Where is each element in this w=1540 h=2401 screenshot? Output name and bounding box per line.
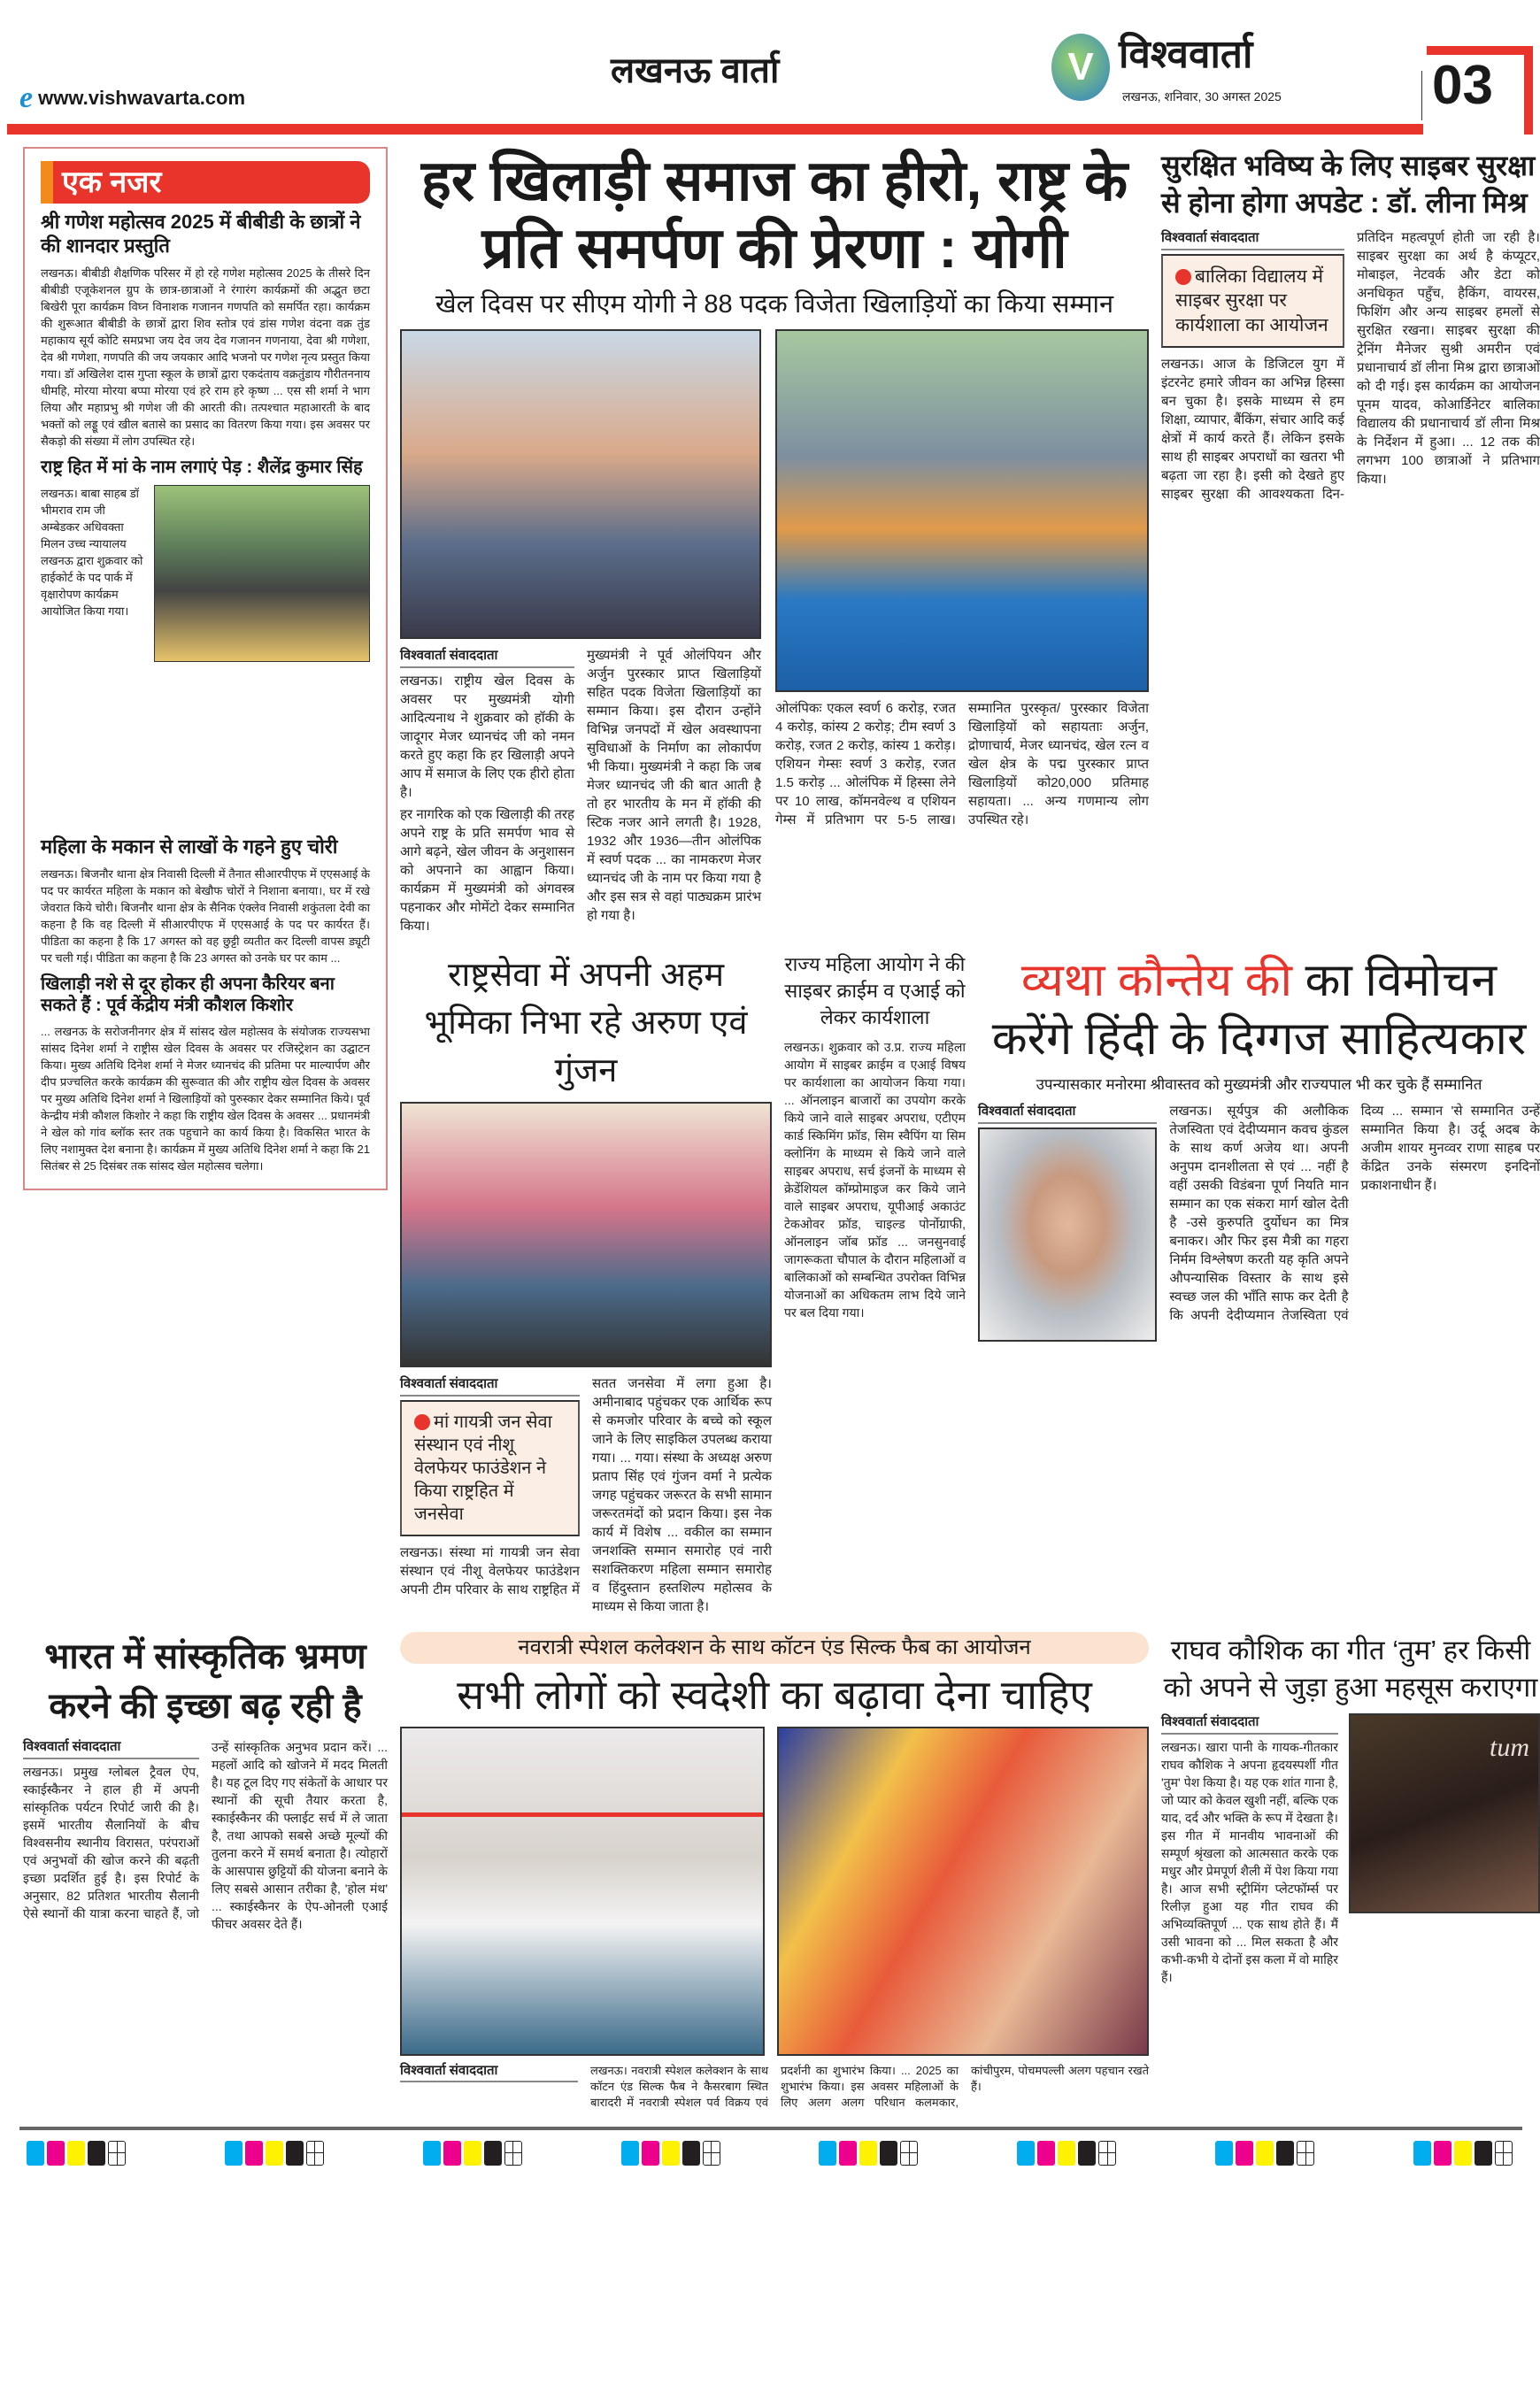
mahila-aayog-headline: राज्य महिला आयोग ने की साइबर क्राईम व एआई को लेकर कार्यशाला — [784, 952, 966, 1028]
color-swatch — [67, 2141, 85, 2166]
middle-row — [400, 951, 1540, 1616]
print-color-bar — [19, 2141, 1522, 2170]
cyber-body: लखनऊ। आज के डिजिटल युग में इंटरनेट हमारे जीवन का अभिन्न हिस्सा बन चुका है। इसके माध्यम से हम शिक्षा, व्यापार, बैंकिंग, संचार आदि कई क्षेत्रों में कार्य करते हैं। लेकिन इसके साथ ही साइबर अपराधों का खतरा भी बढ़ता जा रहा है। इसी को देखते हुए साइबर सुरक्षा की आवश्यकता दिन-प्रतिदिन महत्वपूर्ण होती जा रही है। साइबर सुरक्षा का अर्थ है कंप्यूटर, मोबाइल, नेटवर्क और डेटा को अनधिकृत पहुँच, हैकिंग, वायरस, फिशिंग और अन्य साइबर हमलों से सुरक्षित रखना। साइबर सुरक्षा की ट्रेनिंग मैनेजर सुश्री अमरीन एवं प्रधानाचार्य डॉ लीना मिश्र द्वारा छात्राओं को दी गई। इस कार्यक्रम का आयोजन पूनम यादव, कोआर्डिनेटर बालिका विद्यालय की प्रधानाचार्य डॉ लीना मिश्र के निर्देशन में हुआ। ... 12 तक की लगभग 100 छात्राओं ने प्रतिभाग किया। — [1161, 230, 1540, 502]
tourism-body: विश्ववार्ता संवाददाता लखनऊ। प्रमुख ग्लोबल ट्रैवल ऐप, स्काईस्कैनर ने हाल ही में अपनी सांस्कृतिक पर्यटन रिपोर्ट जारी की है। इसमें भारतीय सैलानियों के बीच विश्वसनीय स्थानीय विरासत, परंपराओं एवं अनुभवों की खोज करने की बढ़ती इच्छा प्रदर्शित हुई है। इस रिपोर्ट के अनुसार, 82 प्रतिशत भारतीय सैलानी ऐसे स्थानों की यात्रा करना चाहते हैं, जो उन्हें सांस्कृतिक अनुभव प्रदान करें। ... महलों आदि को खोजने में मदद मिलती है। यह टूल दिए गए संकेतों के आधार पर स्थानों की सूची तैयार करता है, स्काईस्कैनर की फ्लाईट सर्च में ले जाता है, तथा आपको सबसे अच्छे मूल्यों की तुलना करने में समर्थ बनाता है। त्योहारों के आसपास छुट्टियों की योजना बनाने के लिए सबसे आसान तरीका है, 'होल मंथ' ... स्काईस्कैनर के ऐप-ओनली एआई फीचर अवसर देते हैं। — [23, 1738, 388, 1931]
color-swatch — [1017, 2141, 1035, 2166]
color-swatch — [1454, 2141, 1472, 2166]
byline: विश्ववार्ता संवाददाता — [978, 1102, 1157, 1124]
lead-photo-ceremony — [400, 329, 761, 639]
lead-subheadline: खेल दिवस पर सीएम योगी ने 88 पदक विजेता खिलाड़ियों का किया सम्मान — [435, 290, 1114, 319]
brand-logo: V — [1051, 34, 1110, 101]
raghav-columns — [1161, 1713, 1540, 1986]
lead-body-right — [775, 699, 1149, 831]
color-swatch — [839, 2141, 857, 2166]
color-swatch — [1215, 2141, 1233, 2166]
navratri-story — [400, 1632, 1149, 2111]
navratri-photos — [400, 1727, 1149, 2056]
vyatha-story — [978, 951, 1540, 1616]
byline: विश्ववार्ता संवाददाता — [1161, 228, 1344, 250]
color-swatch — [662, 2141, 680, 2166]
tourism-headline: भारत में सांस्कृतिक भ्रमण करने की इच्छा बढ़ रही है — [44, 1636, 366, 1726]
color-swatch — [1058, 2141, 1075, 2166]
vyatha-body: विश्ववार्ता संवाददाता लखनऊ। सूर्यपुत्र की अलौकिक तेजस्विता एवं देदीप्यमान कवच कुंडल के साथ कर्ण अजेय था। अपनी अनुपम दानशीलता से एवं ... नहीं है वहीं उसकी विडंबना पूर्ण नियति मान सम्मान का एक संकरा मार्ग खोल देती है -उसे कुरुपति दुर्योधन का मित्र बनाकर। और फिर इस मैत्री का गहरा निर्मम विश्लेषण करती यह कृति अपने औपन्यासिक विस्तार के साथ इसे स्वच्छ जल की भाँति साफ कर देती है कि अपनी देदीप्यमान तेजस्विता एवं दिव्य ... सम्मान 'से सम्मानित उन्हें सम्मानित किया है। उर्दू अदब के अजीम शायर मुनव्वर राणा साहब पर केंद्रित उनके संस्मरण इनदिनों प्रकाशनाधीन हैं। — [978, 1102, 1540, 1342]
section-title: लखनऊ वार्ता — [611, 51, 780, 90]
navratri-headline: सभी लोगों को स्वदेशी का बढ़ावा देना चाहिए — [457, 1671, 1092, 1718]
color-swatch — [1475, 2141, 1492, 2166]
color-swatch — [682, 2141, 700, 2166]
story-title: महिला के मकान से लाखों के गहने हुए चोरी — [41, 835, 338, 858]
footer-rule — [19, 2127, 1522, 2130]
color-registration-group — [225, 2141, 327, 2170]
tourism-story — [23, 1632, 388, 2111]
color-registration-group — [1413, 2141, 1515, 2170]
color-swatch — [859, 2141, 877, 2166]
jansewa-story — [400, 951, 772, 1616]
story-body: लखनऊ। बिजनौर थाना क्षेत्र निवासी दिल्ली में तैनात सीआरपीएफ में एएसआई के पद पर कार्यरत महिला के मकान को बेखौफ चोरों ने निशाना बनाया।, घर में रखे जेवरात किये चोरी। बिजनौर थाना क्षेत्र के सैनिक एंक्लेव निवासी शकुंतला देवी का कहना है कि वह दिल्ली में सीआरपीएफ में एएसआई के पद पर कार्यरत हैं। पीडिता का कहना है कि 17 अगस्त को वह छुट्टी व्यतीत कर दिल्ली वापस ड्यूटी पर चली गई। पीडिता का कहना है कि 23 अगस्त को उनके घर पर काम ... — [41, 867, 370, 966]
lead-columns — [400, 329, 1149, 935]
story-title: खिलाड़ी नशे से दूर होकर ही अपना कैरियर बना सकते हैं : पूर्व केंद्रीय मंत्री कौशल किशोर — [41, 974, 335, 1016]
color-registration-group — [621, 2141, 723, 2170]
byline: विश्ववार्ता संवाददाता — [23, 1738, 199, 1759]
vyatha-headline — [978, 951, 1540, 1068]
color-registration-group — [819, 2141, 920, 2170]
lead-right — [775, 329, 1149, 935]
byline: विश्ववार्ता संवाददाता — [400, 1374, 580, 1397]
brand-name: विश्ववार्ता — [1119, 33, 1253, 76]
color-swatch — [1434, 2141, 1451, 2166]
cyber-callout: बालिका विद्यालय में साइबर सुरक्षा पर कार्यशाला का आयोजन — [1161, 254, 1344, 348]
vyatha-headline-rest: का विमोचन करेंगे हिंदी के दिग्गज साहित्यकार — [991, 954, 1527, 1065]
registration-mark-icon — [1297, 2141, 1314, 2166]
story-title: राष्ट्र हित में मां के नाम लगाएं पेड़ : शैलेंद्र कुमार सिंह — [41, 457, 363, 477]
mahila-aayog-body: लखनऊ। शुक्रवार को उ.प्र. राज्य महिला आयोग में साइबर क्राईम व एआई विषय पर कार्यशाला का आयोजन किया गया। ... ऑनलाइन बाजारों का उपयोग करके किये जाने वाले साइबर अपराध, एटीएम कार्ड स्किमिंग फ्रॉड, सिम स्वैपिंग या सिम क्लोनिंग के माध्यम से किये जाने वाले साइबर अपराध, सर्च इंजनों के माध्यम से क्रेडेंशियल कॉम्प्रोमाइज कर किये जाने वाले साइबर अपराध, यूपीआई अकाउंट टेकओवर फ्रॉड, चाइल्ड पोर्नोग्राफी, ऑनलाइन जॉब फ्रॉड ... जनसुनवाई जागरूकता चौपाल के दौरान महिलाओं व बालिकाओं को सम्बन्धित उपरोक्त विभिन्न योजनाओं का अधिकतम लाभ दिये जाने पर बल दिया गया। — [784, 1039, 966, 1320]
color-swatch — [1078, 2141, 1096, 2166]
ek-nazar-label: एक नजर — [41, 161, 370, 204]
cyber-body-wrap — [1161, 228, 1540, 504]
color-swatch — [464, 2141, 481, 2166]
color-registration-group — [27, 2141, 128, 2170]
color-registration-group — [423, 2141, 525, 2170]
page-number: 03 — [1432, 55, 1493, 116]
story-body: लखनऊ। बीबीडी शैक्षणिक परिसर में हो रहे गणेश महोत्सव 2025 के तीसरे दिन बीबीडी एजूकेशनल ग्रुप के छात्र-छात्राओं ने रंगारंग कार्यक्रमों की अद्भुत छटा बिखेरी पूरा कार्यक्रम विघ्न विनाशक गजानन गणपति को समर्पित रहा। कार्यक्रम की शुरूआत बीबीडी के छात्रों द्वारा शिव स्तोत्र एवं डांस गणेश वंदना वक्र तुंड महाकाय सूर्य कोटि समप्रभा जय देव जय देव गजानन गणनाया, देवा श्री गणेशा, देव श्री गणेशा, गणपति की जय जयकार आदि भजनो पर गणेश नृत्य प्रस्तुत किया गया। डॉ अखिलेश दास गुप्ता स्कूल के छात्रों द्वारा एकदंताय वक्रतुंडाय गौरीतननाय धीमहि, मोरया मोरया बप्पा मोरया एवं हरे राम हरे कृष्ण ... एस सी शर्मा ने भाग लिया और महाप्रभु श्री गणेश जी की आरती की। तत्पश्चात महाआरती के बाद भक्तों को लड्डू एवं खील बतासे का प्रसाद का वितरण किया गया। इस अवसर पर सैकड़ो की संख्या में लोग उपस्थित रहे। — [41, 265, 370, 448]
color-swatch — [1256, 2141, 1274, 2166]
mahila-aayog-story — [784, 951, 966, 1616]
masthead — [0, 0, 1540, 142]
raghav-body: विश्ववार्ता संवाददाता लखनऊ। खारा पानी के गायक-गीतकार राघव कौशिक ने अपना हृदयस्पर्शी गीत 'तुम' पेश किया है। यह एक शांत गाना है, जो प्यार को केवल खुशी नहीं, बल्कि एक याद, दर्द और भक्ति के रूप में देखता है। इस गीत में मानवीय भावनाओं की सम्पूर्ण श्रृंखला को आत्मसात करके एक मधुर और प्रेमपूर्ण शैली में पेश किया गया है। आज सभी स्ट्रीमिंग प्लेटफॉर्म्स पर रिलीज़ हुआ यह गीत राघव की अभिव्यक्तिपूर्ण ... एक साथ होते हैं। मैं उसी भावना को ... मिल सकता है और कभी-कभी ये दोनों इस कला में वो माहिर हैं। — [1161, 1713, 1338, 1984]
registration-mark-icon — [1495, 2141, 1513, 2166]
color-swatch — [47, 2141, 65, 2166]
page-grid — [0, 142, 1540, 2111]
registration-mark-icon — [504, 2141, 522, 2166]
byline: विश्ववार्ता संवाददाता — [1161, 1713, 1338, 1735]
color-swatch — [880, 2141, 897, 2166]
jansewa-body: विश्ववार्ता संवाददाता मां गायत्री जन सेवा संस्थान एवं नीशू वेलफेयर फाउंडेशन ने किया राष्ट्रहित में जनसेवा लखनऊ। संस्था मां गायत्री जन सेवा संस्थान एवं नीशू वेलफेयर फाउंडेशन अपनी टीम परिवार के साथ राष्ट्रहित में सतत जनसेवा में लगा हुआ है। अमीनाबाद पहुंचकर एक आर्थिक रूप से कमजोर परिवार के बच्चे को स्कूल जाने के लिए साइकिल उपलब्ध कराया गया। ... गया। संस्था के अध्यक्ष अरुण प्रताप सिंह एवं गुंजन वर्मा ने प्रत्येक जगह पहुंचकर जरूरत के सभी सामान जरूरतमंदों को प्रदान किया। इस नेक कार्य में विशेष ... वकील का सम्मान जनशक्ति सम्मान समारोह एवं नारी सशक्तिकरण महिला सम्मान समारोह व हिंदुस्तान हस्तशिल्प महोत्सव के माध्यम से किया जाता है। — [400, 1375, 772, 1614]
color-swatch — [88, 2141, 105, 2166]
story-body: लखनऊ। बाबा साहब डॉ भीमराव राम जी अम्बेडकर अधिवक्ता मिलन उच्च न्यायालय लखनऊ द्वारा शुक्रवार को हाईकोर्ट के पद पार्क में वृक्षारोपण कार्यक्रम आयोजित किया गया। — [41, 486, 143, 618]
registration-mark-icon — [306, 2141, 324, 2166]
color-swatch — [1276, 2141, 1294, 2166]
color-swatch — [1236, 2141, 1253, 2166]
color-swatch — [819, 2141, 836, 2166]
vyatha-headline-accent: व्यथा कौन्तेय की — [1020, 954, 1293, 1006]
navratri-body: विश्ववार्ता संवाददाता लखनऊ। नवरात्री स्पेशल कलेक्शन के साथ कॉटन एंड सिल्क फैब ने कैसरबाग स्थित बारादरी में नवरात्री स्पेशल पर्व विक्रय एवं प्रदर्शनी का शुभारंभ किया। ... 2025 का शुभारंभ किया। इस अवसर महिलाओं के लिए अलग अलग परिधान कलमकार, कांचीपुरम, पोचमपल्ली अलग पहचान रखते हैं। — [400, 2062, 1149, 2109]
spacer — [41, 669, 370, 828]
story-body: ... लखनऊ के सरोजनीनगर क्षेत्र में सांसद खेल महोत्सव के संयोजक राज्यसभा सांसद दिनेश शर्मा ने राष्ट्रीस खेल दिवस के अवसर पर रजिस्ट्रेशन का उद्घाटन किया। मुख्य अतिथि दिनेश शर्मा ने मेजर ध्यानचंद की प्रतिमा पर माल्यार्पण और दीप प्रज्चलित करके कार्यक्रम की सुरूवात की और राष्ट्रीय खेल दिवस के अवसर पर मुख्य अतिथि दिनेश शर्मा ने खिलाड़ियों को पुरुस्कार देकर सम्मानित किये। पूर्व केन्द्रीय मंत्री कौशल किशोर ने कहा कि राष्ट्रीय खेल दिवस के अवसर ... प्रधानमंत्री ने खेल को गांव ब्लॉक स्तर तक पहुचाने का कार्य किया है। विकसित भारत के लिए नशामुक्त देश बनाना है। कार्यक्रम में मुख्य अतिथि दिनेश शर्मा ने कहा कि 21 सितंबर से 25 दिसंबर तक सांसद खेल महोत्सव चलेगा। — [41, 1025, 370, 1174]
navratri-banner: नवरात्री स्पेशल कलेक्शन के साथ कॉटन एंड सिल्क फैब का आयोजन — [400, 1632, 1149, 1664]
color-swatch — [621, 2141, 639, 2166]
footer — [0, 2111, 1540, 2188]
color-swatch — [245, 2141, 263, 2166]
paragraph: ओलंपिकः एकल स्वर्ण 6 करोड़, रजत 4 करोड़, कांस्य 2 करोड़; टीम स्वर्ण 3 करोड़, रजत 2 करोड़, कांस्य 1 करोड़। एशियन गेम्सः स्वर्ण 3 करोड़, रजत 1.5 करोड़ ... ओलंपिक में हिस्सा लेने पर 10 लाख, कॉमनवेल्थ व एशियन गेम्स में प्रतिभाग पर 5-5 लाख। सम्मानित पुरस्कृत/ पुरस्कार विजेता खिलाड़ियों को सहायताः अर्जुन, द्रोणाचार्य, मेजर ध्यानचंद, खेल रत्न व खेल क्षेत्र के पद्म पुरस्कार प्राप्त खिलाड़ियों को20,000 प्रतिमाह सहायता। ... अन्य गणमान्य लोग उपस्थित रहे। — [775, 700, 1149, 827]
registration-mark-icon — [108, 2141, 126, 2166]
lead-photo-hockey — [775, 329, 1149, 692]
lead-headline: हर खिलाड़ी समाज का हीरो, राष्ट्र के प्रति समर्पण की प्रेरणा : योगी — [420, 149, 1128, 280]
color-swatch — [642, 2141, 659, 2166]
cyber-story — [1161, 147, 1540, 935]
color-registration-group — [1215, 2141, 1317, 2170]
story-title: श्री गणेश महोत्सव 2025 में बीबीडी के छात्रों ने की शानदार प्रस्तुति — [41, 211, 361, 257]
browser-e-icon: e — [19, 81, 34, 114]
story-with-photo — [41, 485, 370, 662]
saree-photo — [777, 1727, 1149, 2056]
red-ribbon — [402, 1812, 763, 1817]
paragraph: मुख्यमंत्री ने पूर्व ओलंपियन और अर्जुन पुरस्कार प्राप्त खिलाड़ियों सहित पदक विजेता खिलाड़ियों का सम्मान किया। इस दौरान उन्होंने विभिन्न जनपदों में खेल अवस्थापना सुविधाओं के निर्माण का लोकार्पण भी किया। मुख्यमंत्री ने कहा कि जब मेजर ध्यानचंद जी की बात आती है तो हर भारतीय के मन में हॉकी की स्टिक नजर आने लगती है। 1928, 1932 और 1936—तीन ओलंपिक में स्वर्ण पदक ... का नामकरण मेजर ध्यानचंद जी के नाम पर किया गया है और इस सत्र से वहां पाठ्यक्रम प्रारंभ हो गया है। — [587, 647, 761, 923]
lead-story — [400, 147, 1149, 935]
registration-mark-icon — [1098, 2141, 1116, 2166]
color-swatch — [286, 2141, 304, 2166]
lead-body-left — [400, 646, 761, 935]
paragraph: लखनऊ। राष्ट्रीय खेल दिवस के अवसर पर मुख्यमंत्री योगी आदित्यनाथ ने शुक्रवार को हॉकी के जादूगर मेजर ध्यानचंद जी को नमन करते हुए कहा कि हर खिलाड़ी अपने आप में समाज के लिए एक हीरो होता है। — [400, 673, 574, 800]
cyber-headline: सुरक्षित भविष्य के लिए साइबर सुरक्षा से होना होगा अपडेट : डॉ. लीना मिश्र — [1161, 150, 1536, 219]
registration-mark-icon — [703, 2141, 720, 2166]
color-swatch — [266, 2141, 283, 2166]
byline: विश्ववार्ता संवाददाता — [400, 646, 574, 668]
poster-title: tum — [1490, 1732, 1529, 1762]
lead-left — [400, 329, 761, 935]
color-swatch — [27, 2141, 44, 2166]
vyatha-subheadline: उपन्यासकार मनोरमा श्रीवास्तव को मुख्यमंत्री और राज्यपाल भी कर चुके हैं सम्मानित — [1036, 1075, 1482, 1093]
jansewa-headline: राष्ट्रसेवा में अपनी अहम भूमिका निभा रहे अरुण एवं गुंजन — [424, 956, 748, 1089]
color-swatch — [225, 2141, 243, 2166]
song-poster — [1349, 1713, 1540, 1913]
color-swatch — [443, 2141, 461, 2166]
color-swatch — [484, 2141, 502, 2166]
color-swatch — [423, 2141, 441, 2166]
website-link[interactable]: e www.vishwavarta.com — [19, 81, 246, 114]
raghav-headline: राघव कौशिक का गीत ‘तुम’ हर किसी को अपने से जुड़ा हुआ महसूस कराएगा — [1163, 1634, 1538, 1703]
ek-nazar-box — [23, 147, 388, 1190]
bullet-dot-icon — [414, 1414, 430, 1430]
registration-mark-icon — [900, 2141, 918, 2166]
jansewa-photo — [400, 1102, 772, 1367]
divider — [1421, 71, 1422, 120]
ribbon-cutting-photo — [400, 1727, 765, 2056]
jansewa-callout: मां गायत्री जन सेवा संस्थान एवं नीशू वेलफेयर फाउंडेशन ने किया राष्ट्रहित में जनसेवा — [400, 1400, 580, 1536]
byline: विश्ववार्ता संवाददाता — [400, 2063, 578, 2082]
author-portrait — [978, 1127, 1157, 1342]
tree-plantation-photo — [154, 485, 370, 662]
paragraph: हर नागरिक को एक खिलाड़ी की तरह अपने राष्ट्र के प्रति समर्पण भाव से आगे बढ़ने, खेल जीवन के अनुशासन को अपनाने का आह्वान किया। कार्यक्रम में मुख्यमंत्री को अंगवस्त्र पहनाकर और मोमेंटो देकर सम्मानित किया। — [400, 806, 574, 934]
raghav-story — [1161, 1632, 1540, 2111]
color-swatch — [1413, 2141, 1431, 2166]
bullet-dot-icon — [1175, 269, 1191, 285]
color-registration-group — [1017, 2141, 1119, 2170]
dateline: लखनऊ, शनिवार, 30 अगस्त 2025 — [1122, 89, 1282, 104]
header-red-bar — [7, 124, 1423, 135]
color-swatch — [1037, 2141, 1055, 2166]
